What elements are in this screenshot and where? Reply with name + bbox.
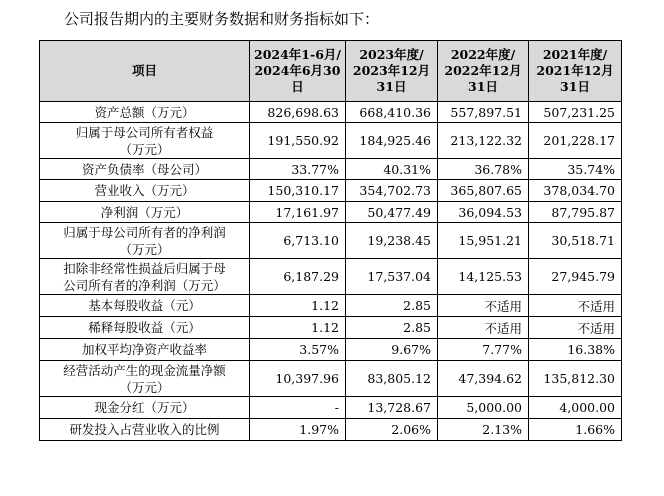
cell-value: 4,000.00 (529, 397, 622, 419)
header-column: 2023年度/ 2023年12月 31日 (346, 41, 438, 102)
row-label: 归属于母公司所有者权益 （万元） (40, 123, 250, 159)
cell-value: 5,000.00 (438, 397, 529, 419)
header-column: 2022年度/ 2022年12月 31日 (438, 41, 529, 102)
row-label: 加权平均净资产收益率 (40, 339, 250, 361)
cell-value: 50,477.49 (346, 202, 438, 223)
table-row (40, 259, 622, 295)
table-row (40, 295, 622, 317)
cell-value: 7.77% (438, 339, 529, 361)
cell-value: 365,807.65 (438, 180, 529, 202)
cell-value: 36.78% (438, 159, 529, 180)
cell-value: 184,925.46 (346, 123, 438, 159)
cell-value: 1.12 (250, 317, 346, 339)
cell-value: 668,410.36 (346, 102, 438, 123)
cell-value: 557,897.51 (438, 102, 529, 123)
cell-value: 47,394.62 (438, 361, 529, 397)
cell-value: 191,550.92 (250, 123, 346, 159)
table-row (40, 361, 622, 397)
cell-value: 17,161.97 (250, 202, 346, 223)
intro-text: 公司报告期内的主要财务数据和财务指标如下： (64, 10, 380, 28)
row-label: 资产负债率（母公司） (40, 159, 250, 180)
cell-value: 40.31% (346, 159, 438, 180)
cell-value: 1.97% (250, 419, 346, 441)
row-label: 营业收入（万元） (40, 180, 250, 202)
financial-data-table (39, 40, 622, 441)
row-label: 归属于母公司所有者的净利润 （万元） (40, 223, 250, 259)
table-row (40, 180, 622, 202)
cell-value: 826,698.63 (250, 102, 346, 123)
cell-value: 2.85 (346, 295, 438, 317)
cell-value: 135,812.30 (529, 361, 622, 397)
cell-value: 不适用 (529, 295, 622, 317)
cell-value: 87,795.87 (529, 202, 622, 223)
cell-value: - (250, 397, 346, 419)
cell-value: 10,397.96 (250, 361, 346, 397)
header-column: 2024年1-6月/ 2024年6月30日 (250, 41, 346, 102)
cell-value: 2.06% (346, 419, 438, 441)
cell-value: 不适用 (529, 317, 622, 339)
cell-value: 14,125.53 (438, 259, 529, 295)
cell-value: 201,228.17 (529, 123, 622, 159)
cell-value: 15,951.21 (438, 223, 529, 259)
cell-value: 150,310.17 (250, 180, 346, 202)
cell-value: 19,238.45 (346, 223, 438, 259)
table-row (40, 123, 622, 159)
row-label: 基本每股收益（元） (40, 295, 250, 317)
cell-value: 2.85 (346, 317, 438, 339)
table-row (40, 317, 622, 339)
cell-value: 不适用 (438, 317, 529, 339)
cell-value: 6,187.29 (250, 259, 346, 295)
cell-value: 213,122.32 (438, 123, 529, 159)
row-label: 资产总额（万元） (40, 102, 250, 123)
row-label: 经营活动产生的现金流量净额 （万元） (40, 361, 250, 397)
cell-value: 1.66% (529, 419, 622, 441)
cell-value: 16.38% (529, 339, 622, 361)
header-item: 项目 (40, 41, 250, 102)
cell-value: 13,728.67 (346, 397, 438, 419)
table-row (40, 419, 622, 441)
table-row (40, 159, 622, 180)
cell-value: 1.12 (250, 295, 346, 317)
table-row (40, 223, 622, 259)
cell-value: 17,537.04 (346, 259, 438, 295)
cell-value: 27,945.79 (529, 259, 622, 295)
cell-value: 9.67% (346, 339, 438, 361)
table-header-row (40, 41, 622, 102)
table-row (40, 102, 622, 123)
cell-value: 354,702.73 (346, 180, 438, 202)
cell-value: 不适用 (438, 295, 529, 317)
row-label: 研发投入占营业收入的比例 (40, 419, 250, 441)
cell-value: 36,094.53 (438, 202, 529, 223)
cell-value: 2.13% (438, 419, 529, 441)
cell-value: 6,713.10 (250, 223, 346, 259)
row-label: 扣除非经常性损益后归属于母 公司所有者的净利润（万元） (40, 259, 250, 295)
table-row (40, 202, 622, 223)
cell-value: 33.77% (250, 159, 346, 180)
row-label: 净利润（万元） (40, 202, 250, 223)
header-column: 2021年度/ 2021年12月 31日 (529, 41, 622, 102)
cell-value: 3.57% (250, 339, 346, 361)
cell-value: 507,231.25 (529, 102, 622, 123)
row-label: 稀释每股收益（元） (40, 317, 250, 339)
cell-value: 378,034.70 (529, 180, 622, 202)
cell-value: 35.74% (529, 159, 622, 180)
row-label: 现金分红（万元） (40, 397, 250, 419)
cell-value: 30,518.71 (529, 223, 622, 259)
table-row (40, 339, 622, 361)
table-row (40, 397, 622, 419)
cell-value: 83,805.12 (346, 361, 438, 397)
